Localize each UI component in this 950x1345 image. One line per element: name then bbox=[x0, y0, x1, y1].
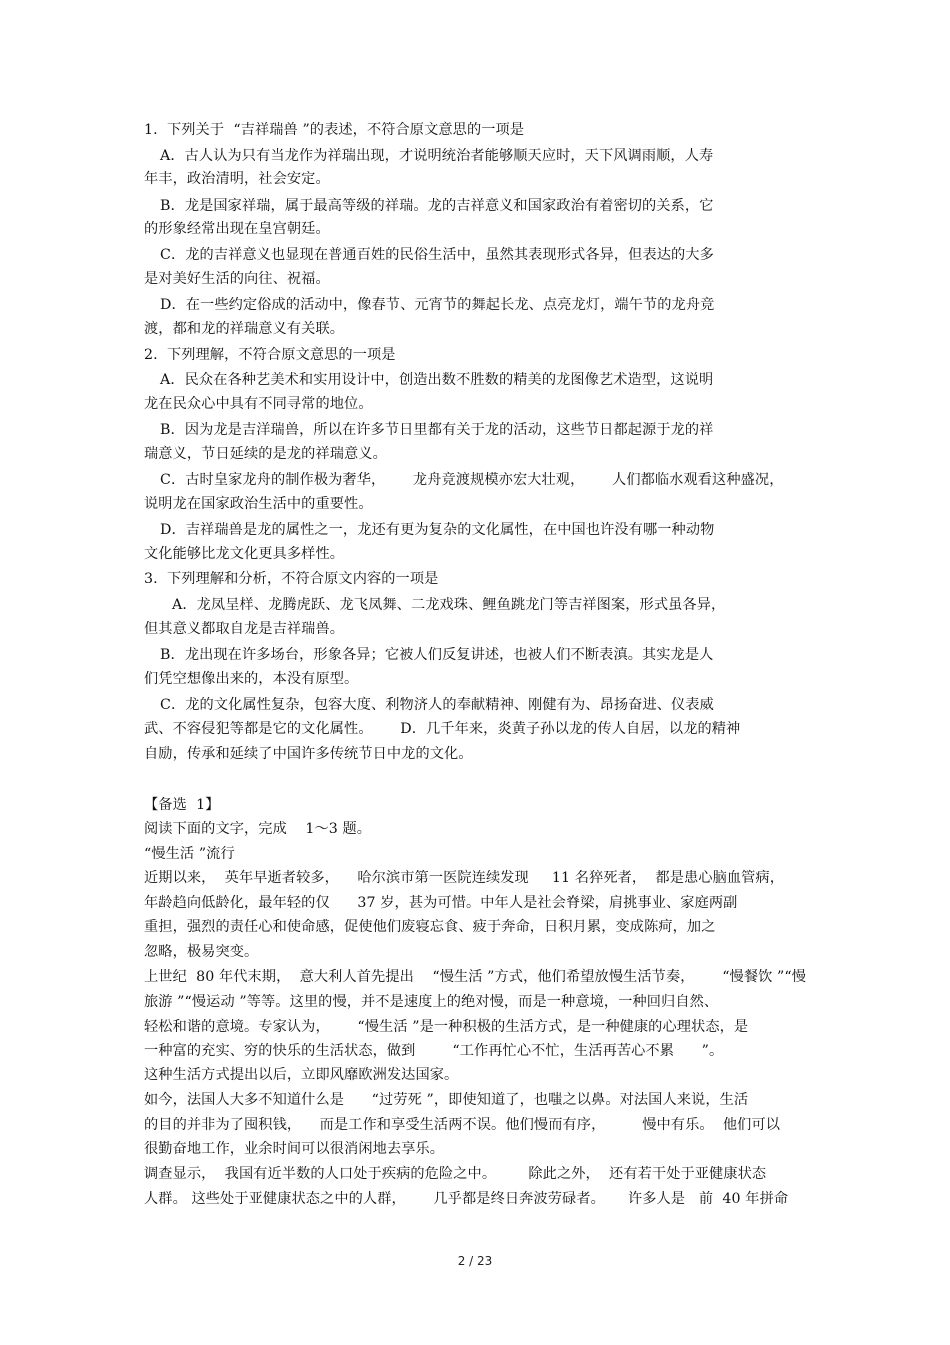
question-1-stem: 1. 下列关于 “吉祥瑞兽 ”的表述，不符合原文意思的一项是 bbox=[144, 122, 525, 138]
q1-option-d-line-1: D．在一些约定俗成的活动中，像春节、元宵节的舞起长龙、点亮龙灯，端午节的龙舟竞 bbox=[160, 297, 715, 313]
page-number: 2 / 23 bbox=[457, 1254, 493, 1268]
passage-line: 如今，法国人大多不知道什么是 “过劳死 ”，即使知道了，也嗤之以鼻。对法国人来说，生活 bbox=[144, 1092, 749, 1108]
q1-option-b-line-1: B．龙是国家祥瑞，属于最高等级的祥瑞。龙的吉祥意义和国家政治有着密切的关系，它 bbox=[160, 198, 714, 214]
passage-line: 一种富的充实、穷的快乐的生活状态，做到 “工作再忙心不忙，生活再苦心不累 ”。 bbox=[144, 1043, 724, 1059]
q2-option-b-line-1: B．因为龙是吉洋瑞兽，所以在许多节日里都有关于龙的活动，这些节日都起源于龙的祥 bbox=[160, 422, 714, 438]
passage-line: 旅游 ”“慢运动 ”等等。这里的慢，并不是速度上的绝对慢，而是一种意境，一种回归自然、 bbox=[144, 994, 719, 1010]
passage-line: 上世纪 80 年代末期， 意大利人首先提出 “慢生活 ”方式，他们希望放慢生活节奏， “慢餐饮 ”“慢 bbox=[144, 969, 807, 985]
passage-line: 很勤奋地工作，业余时间可以很消闲地去享乐。 bbox=[144, 1141, 445, 1157]
q3-option-d-line: 自励，传承和延续了中国许多传统节日中龙的文化。 bbox=[144, 746, 473, 762]
q1-option-b-line-2: 的形象经常出现在皇宫朝廷。 bbox=[144, 221, 330, 237]
q3-option-b-line-2: 们凭空想像出来的，本没有原型。 bbox=[144, 671, 359, 687]
passage-line: 重担，强烈的责任心和使命感，促使他们废寝忘食、疲于奔命，日积月累，变成陈疴，加之 bbox=[144, 919, 716, 935]
q3-option-c-line-2: 武、不容侵犯等都是它的文化属性。 D．几千年来，炎黄子孙以龙的传人自居，以龙的精神 bbox=[144, 721, 741, 737]
q1-option-a-line-1: A．古人认为只有当龙作为祥瑞出现，才说明统治者能够顺天应时，天下风调雨顺，人寿 bbox=[160, 148, 714, 164]
q2-option-c-line-1: C．古时皇家龙舟的制作极为奢华， 龙舟竞渡规模亦宏大壮观， 人们都临水观看这种盛况， bbox=[160, 472, 784, 488]
q3-option-c-line-1: C．龙的文化属性复杂，包容大度、利物济人的奉献精神、刚健有为、昂扬奋进、仪表威 bbox=[160, 697, 714, 713]
passage-line: 忽略，极易突变。 bbox=[144, 944, 259, 960]
q1-option-c-line-2: 是对美好生活的向往、祝福。 bbox=[144, 271, 330, 287]
q3-option-a-line-2: 但其意义都取自龙是吉祥瑞兽。 bbox=[144, 621, 345, 637]
backup-instruction: 阅读下面的文字，完成 1～3 题。 bbox=[144, 821, 372, 837]
q3-option-b-line-1: B．龙出现在许多场台，形象各异；它被人们反复讲述，也被人们不断表滇。其实龙是人 bbox=[160, 647, 714, 663]
q1-option-a-line-2: 年丰，政治清明，社会安定。 bbox=[144, 171, 330, 187]
q2-option-c-line-2: 说明龙在国家政治生活中的重要性。 bbox=[144, 496, 373, 512]
passage-line: 人群。 这些处于亚健康状态之中的人群， 几乎都是终日奔波劳碌者。 许多人是 前 40 年拼命 bbox=[144, 1191, 789, 1207]
passage-line: 轻松和谐的意境。专家认为， “慢生活 ”是一种积极的生活方式，是一种健康的心理状态，是 bbox=[144, 1019, 749, 1035]
q3-option-a-line-1: A．龙凤呈样、龙腾虎跃、龙飞凤舞、二龙戏珠、鲤鱼跳龙门等吉祥图案，形式虽各异， bbox=[172, 597, 726, 613]
q1-option-c-line-1: C．龙的吉祥意义也显现在普通百姓的民俗生活中，虽然其表现形式各异，但表达的大多 bbox=[160, 247, 714, 263]
q2-option-a-line-2: 龙在民众心中具有不同寻常的地位。 bbox=[144, 396, 373, 412]
q2-option-b-line-2: 瑞意义，节日延续的是龙的祥瑞意义。 bbox=[144, 446, 387, 462]
q1-option-d-line-2: 渡，都和龙的祥瑞意义有关联。 bbox=[144, 321, 345, 337]
q2-option-d-line-2: 文化能够比龙文化更具多样性。 bbox=[144, 546, 345, 562]
backup-heading: 【备选 1】 bbox=[144, 797, 220, 813]
passage-line: 的目的并非为了囤积钱， 而是工作和享受生活两不误。他们慢而有序， 慢中有乐。 他们可以 bbox=[144, 1117, 781, 1133]
q2-option-d-line-1: D．吉祥瑞兽是龙的属性之一，龙还有更为复杂的文化属性，在中国也许没有哪一种动物 bbox=[160, 522, 715, 538]
question-2-stem: 2. 下列理解，不符合原文意思的一项是 bbox=[144, 347, 396, 363]
passage-title: “慢生活 ”流行 bbox=[144, 846, 235, 862]
passage-line: 近期以来， 英年早逝者较多， 哈尔滨市第一医院连续发现 11 名猝死者， 都是患心脑血管病， bbox=[144, 870, 785, 886]
passage-line: 调查显示， 我国有近半数的人口处于疾病的危险之中。 除此之外， 还有若干处于亚健康状态 bbox=[144, 1166, 767, 1182]
passage-line: 这种生活方式提出以后，立即风靡欧洲发达国家。 bbox=[144, 1067, 459, 1083]
question-3-stem: 3. 下列理解和分析，不符合原文内容的一项是 bbox=[144, 571, 439, 587]
q2-option-a-line-1: A．民众在各种艺美术和实用设计中，创造出数不胜数的精美的龙图像艺术造型，这说明 bbox=[160, 372, 714, 388]
passage-line: 年龄趋向低龄化，最年轻的仅 37 岁，甚为可惜。中年人是社会脊梁，肩挑事业、家庭两副 bbox=[144, 895, 738, 911]
